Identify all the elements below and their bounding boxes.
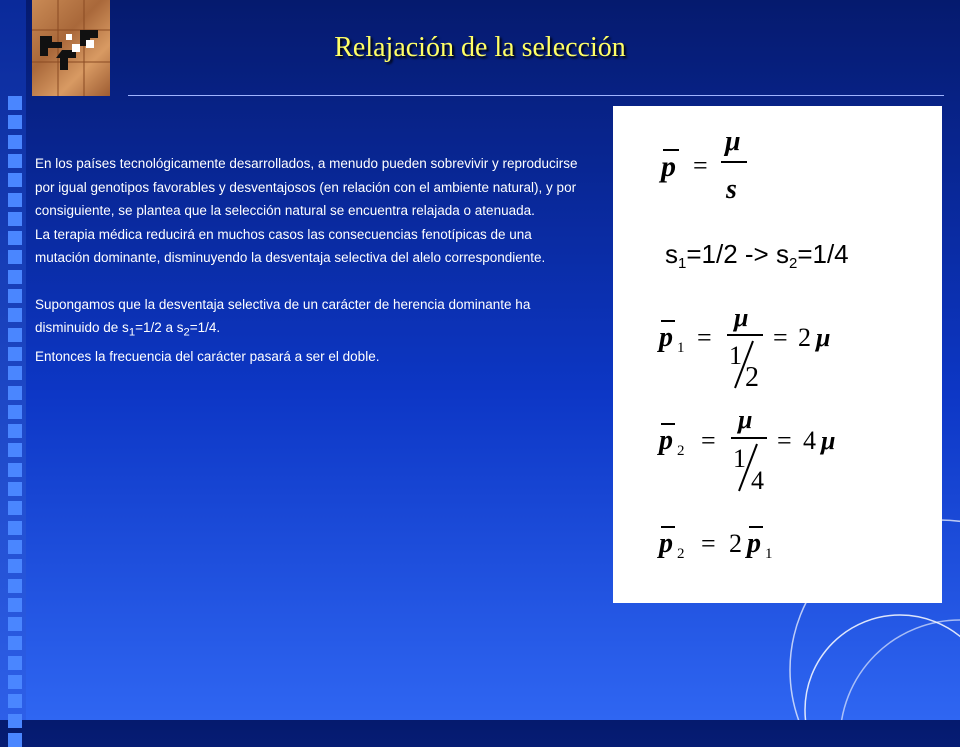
formula-3-lhs: p	[659, 425, 673, 456]
formula-3-frac-top: 1	[733, 444, 746, 473]
formula-3-lhs-sub: 2	[677, 443, 685, 459]
formula-2-frac-top: 1	[729, 341, 742, 370]
formula-2-lhs-sub: 1	[677, 340, 685, 356]
paragraph-3-text-a: Supongamos que la desventaja selectiva de un carácter de herencia dominante ha disminuido de s	[35, 296, 531, 335]
s-values-sub1: 1	[678, 255, 687, 272]
paragraph-4: Entonces la frecuencia del carácter pasará a ser el doble.	[35, 349, 380, 365]
decorative-square	[8, 173, 22, 187]
decorative-square	[8, 405, 22, 419]
decorative-square	[8, 579, 22, 593]
decorative-square	[8, 482, 22, 496]
formula-3-rhs-var: μ	[821, 426, 836, 455]
decorative-square	[8, 328, 22, 342]
s-values-sub2: 2	[788, 255, 798, 272]
paragraph-3-text-b: =1/2 a s	[135, 320, 184, 335]
decorative-square	[8, 617, 22, 631]
s-values-end: =1/4	[797, 239, 849, 269]
s-values-s1: s	[665, 239, 678, 269]
decorative-square	[8, 135, 22, 149]
decorative-square	[8, 733, 22, 747]
decorative-square	[8, 521, 22, 535]
formula-3	[657, 405, 835, 495]
title-divider	[128, 95, 944, 96]
decorative-square	[8, 636, 22, 650]
decorative-square	[8, 656, 22, 670]
decorative-square	[8, 501, 22, 515]
decorative-square	[8, 463, 22, 477]
decorative-square	[8, 540, 22, 554]
s-values-mid: =1/2 -> s	[686, 239, 789, 269]
decorative-square	[8, 694, 22, 708]
decorative-square	[8, 714, 22, 728]
decorative-square	[8, 424, 22, 438]
formula-4	[657, 527, 773, 562]
paragraph-1: En los países tecnológicamente desarrollados, a menudo pueden sobrevivir y reproducirse por igual genotipos favorables y desventajosos (en relación con el ambiente natural), y por consiguiente, se plantea que la selección natural se encuentra relajada o atenuada.	[35, 156, 578, 218]
formula-3-rhs-coef: 4	[803, 426, 816, 455]
decorative-square	[8, 366, 22, 380]
paragraph-2: La terapia médica reducirá en muchos casos las consecuencias fenotípicas de una mutación dominante, disminuyendo la desventaja selectiva del alelo correspondiente.	[35, 226, 546, 265]
decorative-square	[8, 289, 22, 303]
formula-1-lhs: p	[661, 150, 676, 183]
s-values-line	[665, 239, 849, 272]
formula-1-equals: =	[693, 151, 708, 180]
formula-4-rhs: p	[747, 528, 761, 559]
decorative-square	[8, 212, 22, 226]
paragraph-3-text-c: =1/4.	[189, 320, 221, 335]
decorative-square	[8, 154, 22, 168]
formula-4-equals: =	[701, 529, 716, 558]
decorative-square	[8, 675, 22, 689]
formula-2-equals-1: =	[697, 323, 712, 352]
formula-3-num: μ	[738, 405, 753, 434]
decorative-square	[8, 115, 22, 129]
decorative-square	[8, 559, 22, 573]
formula-2-lhs: p	[659, 322, 673, 353]
decorative-square	[8, 308, 22, 322]
formula-2-rhs-var: μ	[816, 323, 831, 352]
formula-1-num: μ	[725, 126, 741, 157]
slide-title: Relajación de la selección	[334, 32, 626, 63]
formula-3-equals-1: =	[701, 426, 716, 455]
decorative-square	[8, 270, 22, 284]
body-text	[35, 152, 590, 369]
decorative-square	[8, 598, 22, 612]
formula-3-frac-bot: 4	[751, 466, 764, 495]
decorative-square	[8, 193, 22, 207]
paragraph-3	[35, 293, 590, 346]
formula-4-coef: 2	[729, 529, 742, 558]
formula-2-num: μ	[734, 303, 749, 332]
formula-svg	[613, 106, 942, 603]
formula-4-rhs-sub: 1	[765, 546, 773, 562]
decorative-square	[8, 347, 22, 361]
formula-panel	[613, 106, 942, 603]
decorative-square	[8, 443, 22, 457]
formula-2-rhs-coef: 2	[798, 323, 811, 352]
paragraph-3-sub-1: 1	[128, 326, 136, 339]
formula-4-lhs: p	[659, 528, 673, 559]
decorative-square	[8, 96, 22, 110]
formula-4-lhs-sub: 2	[677, 546, 685, 562]
formula-2-frac-bot: 2	[745, 362, 759, 393]
formula-1	[658, 126, 747, 205]
decorative-square	[8, 386, 22, 400]
formula-2	[657, 303, 830, 393]
formula-2-equals-2: =	[773, 323, 788, 352]
formula-1-den: s	[726, 174, 737, 205]
decorative-square	[8, 231, 22, 245]
paragraph-3-sub-2: 2	[183, 326, 190, 339]
formula-3-equals-2: =	[777, 426, 792, 455]
decorative-square	[8, 250, 22, 264]
